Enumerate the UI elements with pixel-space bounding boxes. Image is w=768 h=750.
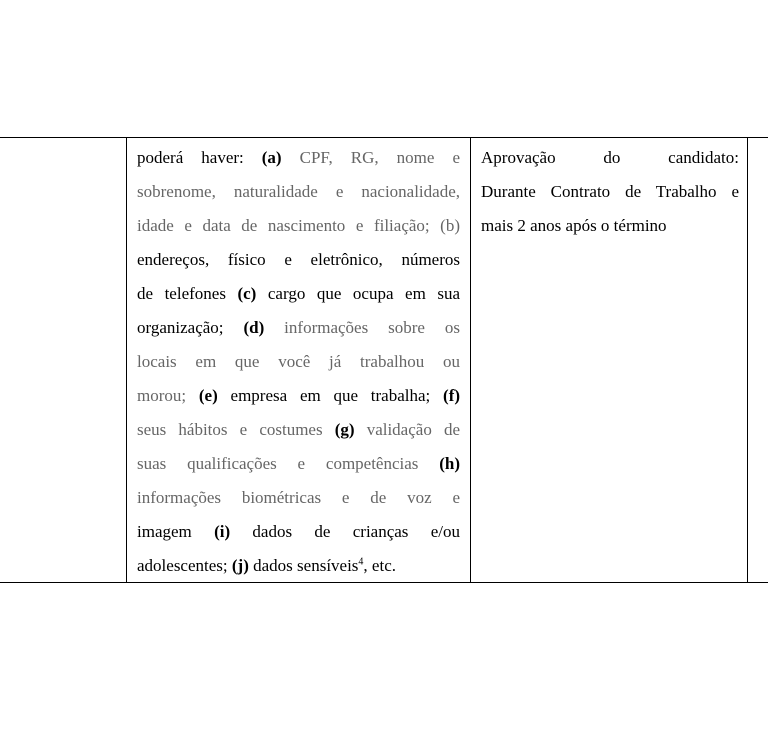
- item-marker: (a): [261, 148, 282, 167]
- category-text: informações sobre os: [264, 318, 460, 337]
- category-line: [137, 379, 460, 413]
- item-marker: (h): [439, 454, 460, 473]
- category-line: [137, 277, 460, 311]
- category-text: suas qualificações e competências: [137, 454, 440, 473]
- data-categories-cell: [137, 141, 460, 583]
- category-text: de telefones: [137, 284, 238, 303]
- category-text: imagem: [137, 522, 215, 541]
- item-marker: (i): [214, 522, 231, 541]
- category-text: morou;: [137, 386, 199, 405]
- item-marker: (f): [443, 386, 461, 405]
- item-marker: (g): [334, 420, 355, 439]
- category-text: dados sensíveis: [248, 556, 359, 575]
- category-text: CPF, RG, nome e: [281, 148, 460, 167]
- footnote-ref: 4: [358, 556, 364, 568]
- retention-period-cell: [481, 141, 739, 243]
- item-marker: (e): [198, 386, 218, 405]
- category-line: [137, 243, 460, 277]
- category-line: [137, 413, 460, 447]
- column-divider-1: [126, 138, 127, 582]
- retention-table: [0, 137, 768, 583]
- category-line: [137, 447, 460, 481]
- category-text: locais em que você já trabalhou ou: [137, 352, 460, 371]
- category-line: [137, 515, 460, 549]
- item-marker: (c): [237, 284, 257, 303]
- category-text: poderá haver:: [137, 148, 262, 167]
- category-line: [137, 481, 460, 515]
- category-text: empresa em que trabalha;: [217, 386, 444, 405]
- category-line: [137, 175, 460, 209]
- column-divider-3: [747, 138, 748, 582]
- category-text: validação de: [354, 420, 460, 439]
- category-line: [137, 549, 460, 583]
- category-text: informações biométricas e de voz e: [137, 488, 460, 507]
- category-text: dados de crianças e/ou: [230, 522, 460, 541]
- retention-line-1: Aprovação do candidato:: [481, 148, 739, 167]
- category-text: endereços, físico e eletrônico, números: [137, 250, 460, 269]
- category-line: [137, 311, 460, 345]
- category-text: organização;: [137, 318, 244, 337]
- category-text: , etc.: [363, 556, 396, 575]
- retention-line-3: mais 2 anos após o término: [481, 216, 667, 235]
- category-text: adolescentes;: [137, 556, 232, 575]
- category-text: idade e data de nascimento e filiação; (b): [137, 216, 460, 235]
- category-line: [137, 345, 460, 379]
- category-text: cargo que ocupa em sua: [256, 284, 460, 303]
- item-marker: (j): [231, 556, 249, 575]
- item-marker: (d): [243, 318, 265, 337]
- retention-line-2: Durante Contrato de Trabalho e: [481, 182, 739, 201]
- category-text: sobrenome, naturalidade e nacionalidade,: [137, 182, 460, 201]
- column-divider-2: [470, 138, 471, 582]
- category-line: [137, 141, 460, 175]
- category-line: [137, 209, 460, 243]
- category-text: seus hábitos e costumes: [137, 420, 335, 439]
